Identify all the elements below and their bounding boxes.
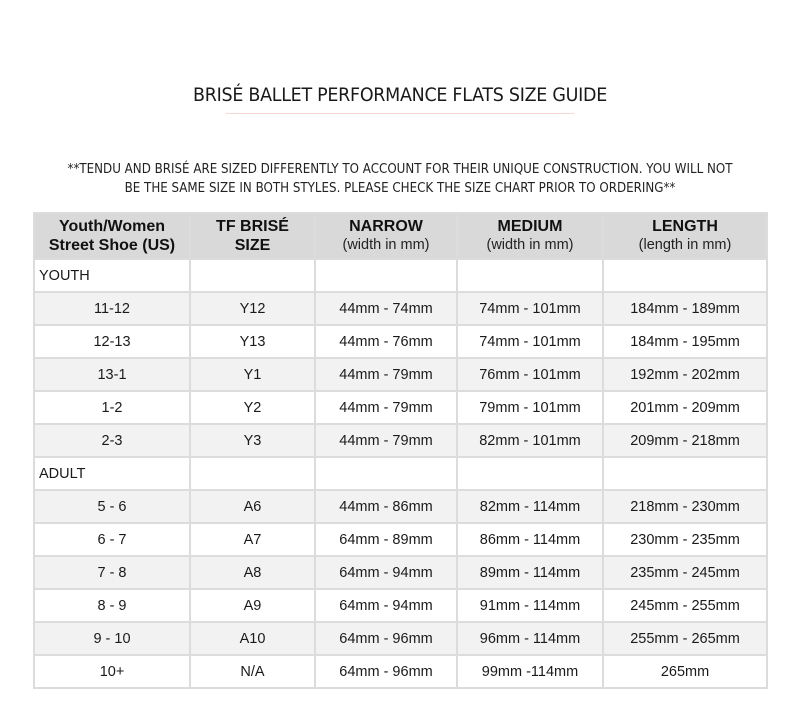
- brise-size-cell: Y13: [190, 325, 315, 358]
- title-divider: [226, 113, 574, 114]
- header-label: TF BRISÉ: [216, 218, 289, 235]
- table-row: [34, 655, 767, 688]
- table-row: [34, 424, 767, 457]
- header-label: Street Shoe (US): [48, 237, 176, 254]
- narrow-cell: 64mm - 89mm: [315, 523, 457, 556]
- medium-cell: 99mm -114mm: [457, 655, 603, 688]
- length-cell: 184mm - 195mm: [603, 325, 767, 358]
- street-shoe-cell: 5 - 6: [34, 490, 190, 523]
- brise-size-cell: Y2: [190, 391, 315, 424]
- header-narrow: [315, 213, 457, 259]
- length-cell: 255mm - 265mm: [603, 622, 767, 655]
- narrow-cell: 64mm - 96mm: [315, 655, 457, 688]
- empty-cell: [603, 457, 767, 490]
- narrow-cell: 44mm - 79mm: [315, 358, 457, 391]
- medium-cell: 82mm - 114mm: [457, 490, 603, 523]
- empty-cell: [457, 259, 603, 292]
- length-cell: 192mm - 202mm: [603, 358, 767, 391]
- table-row: [34, 523, 767, 556]
- brise-size-cell: Y12: [190, 292, 315, 325]
- street-shoe-cell: 1-2: [34, 391, 190, 424]
- table-row: [34, 391, 767, 424]
- brise-size-cell: Y3: [190, 424, 315, 457]
- header-sublabel: (width in mm): [342, 237, 430, 253]
- street-shoe-cell: 9 - 10: [34, 622, 190, 655]
- length-cell: 245mm - 255mm: [603, 589, 767, 622]
- header-label: MEDIUM: [497, 218, 563, 235]
- brise-size-cell: Y1: [190, 358, 315, 391]
- empty-cell: [457, 457, 603, 490]
- header-sublabel: (width in mm): [486, 237, 574, 253]
- narrow-cell: 44mm - 86mm: [315, 490, 457, 523]
- table-row: [34, 589, 767, 622]
- empty-cell: [315, 259, 457, 292]
- section-label: YOUTH: [34, 259, 190, 292]
- length-cell: 218mm - 230mm: [603, 490, 767, 523]
- street-shoe-cell: 7 - 8: [34, 556, 190, 589]
- table-row: [34, 490, 767, 523]
- narrow-cell: 44mm - 76mm: [315, 325, 457, 358]
- medium-cell: 89mm - 114mm: [457, 556, 603, 589]
- brise-size-cell: A8: [190, 556, 315, 589]
- narrow-cell: 44mm - 74mm: [315, 292, 457, 325]
- header-length: [603, 213, 767, 259]
- header-medium: [457, 213, 603, 259]
- narrow-cell: 44mm - 79mm: [315, 391, 457, 424]
- medium-cell: 74mm - 101mm: [457, 292, 603, 325]
- medium-cell: 86mm - 114mm: [457, 523, 603, 556]
- section-row-adult: [34, 457, 767, 490]
- medium-cell: 91mm - 114mm: [457, 589, 603, 622]
- narrow-cell: 64mm - 94mm: [315, 556, 457, 589]
- header-label: LENGTH: [652, 218, 718, 235]
- header-brise-size: [190, 213, 315, 259]
- medium-cell: 74mm - 101mm: [457, 325, 603, 358]
- narrow-cell: 44mm - 79mm: [315, 424, 457, 457]
- length-cell: 235mm - 245mm: [603, 556, 767, 589]
- brise-size-cell: A7: [190, 523, 315, 556]
- length-cell: 209mm - 218mm: [603, 424, 767, 457]
- empty-cell: [190, 457, 315, 490]
- street-shoe-cell: 13-1: [34, 358, 190, 391]
- empty-cell: [603, 259, 767, 292]
- table-row: [34, 292, 767, 325]
- table-body: [34, 259, 767, 688]
- header-street-shoe: [34, 213, 190, 259]
- header-sublabel: (length in mm): [638, 237, 732, 253]
- street-shoe-cell: 12-13: [34, 325, 190, 358]
- street-shoe-cell: 6 - 7: [34, 523, 190, 556]
- brise-size-cell: A6: [190, 490, 315, 523]
- header-label: NARROW: [349, 218, 423, 235]
- street-shoe-cell: 10+: [34, 655, 190, 688]
- street-shoe-cell: 2-3: [34, 424, 190, 457]
- table-header-row: [34, 213, 767, 259]
- section-row-youth: [34, 259, 767, 292]
- brise-size-cell: N/A: [190, 655, 315, 688]
- length-cell: 265mm: [603, 655, 767, 688]
- section-label: ADULT: [34, 457, 190, 490]
- sizing-notice: **TENDU AND BRISÉ ARE SIZED DIFFERENTLY TO ACCOUNT FOR THEIR UNIQUE CONSTRUCTION. YOU WILL NOT BE THE SAME SIZE IN BOTH STYLES. PLEASE CHECK THE SIZE CHART PRIOR TO ORDERING**: [67, 161, 733, 196]
- medium-cell: 96mm - 114mm: [457, 622, 603, 655]
- narrow-cell: 64mm - 96mm: [315, 622, 457, 655]
- header-label: Youth/Women: [58, 218, 166, 235]
- table-row: [34, 325, 767, 358]
- length-cell: 230mm - 235mm: [603, 523, 767, 556]
- medium-cell: 76mm - 101mm: [457, 358, 603, 391]
- table-row: [34, 556, 767, 589]
- page-title: BRISÉ BALLET PERFORMANCE FLATS SIZE GUIDE: [193, 84, 607, 106]
- street-shoe-cell: 11-12: [34, 292, 190, 325]
- header-label: SIZE: [234, 237, 271, 254]
- street-shoe-cell: 8 - 9: [34, 589, 190, 622]
- table-row: [34, 622, 767, 655]
- empty-cell: [190, 259, 315, 292]
- table-row: [34, 358, 767, 391]
- brise-size-cell: A9: [190, 589, 315, 622]
- size-chart-table: [33, 212, 768, 689]
- brise-size-cell: A10: [190, 622, 315, 655]
- empty-cell: [315, 457, 457, 490]
- medium-cell: 82mm - 101mm: [457, 424, 603, 457]
- length-cell: 201mm - 209mm: [603, 391, 767, 424]
- length-cell: 184mm - 189mm: [603, 292, 767, 325]
- medium-cell: 79mm - 101mm: [457, 391, 603, 424]
- narrow-cell: 64mm - 94mm: [315, 589, 457, 622]
